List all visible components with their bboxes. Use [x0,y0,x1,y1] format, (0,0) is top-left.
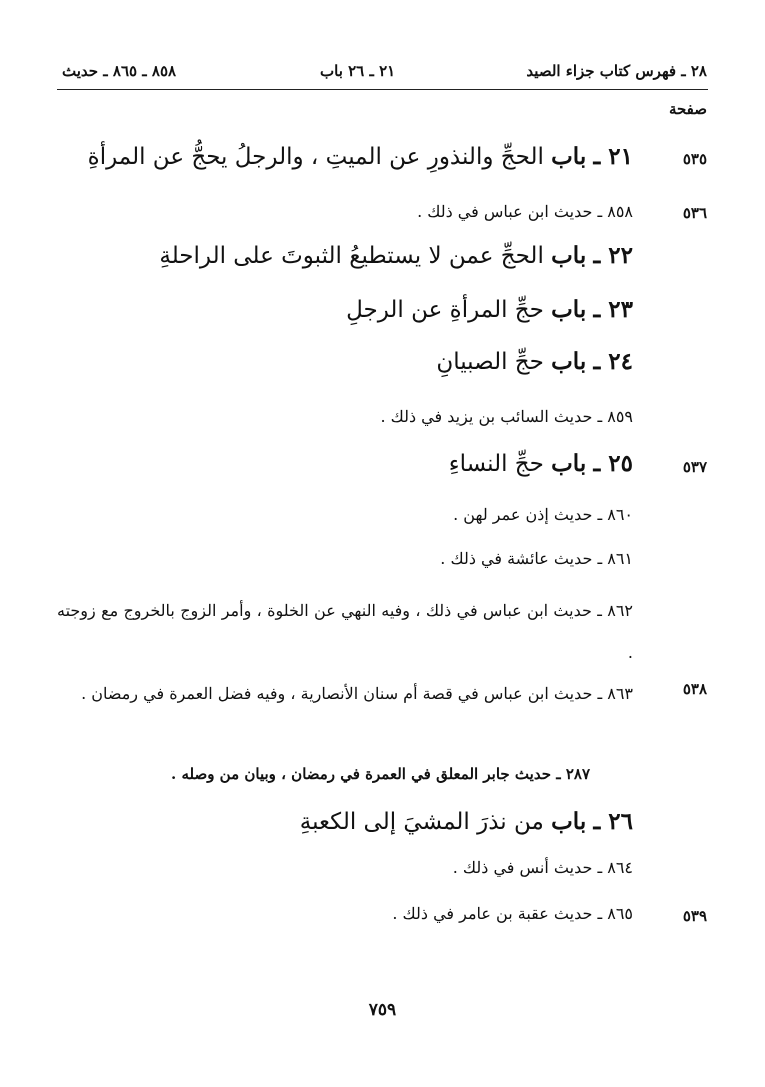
chapter-word: باب [551,450,587,477]
chapter-heading [346,296,633,323]
chapter-title: حجِّ الصبيانِ [436,349,544,375]
chapter-number: ٢٥ ـ [593,450,633,477]
header-divider [57,89,708,90]
chapter-title: حجِّ النساءِ [448,451,544,477]
hadith-entry: ٨٦٥ ـ حديث عقبة بن عامر في ذلك . [392,904,633,923]
chapter-word: باب [551,808,587,835]
hadith-entry: ٨٥٩ ـ حديث السائب بن يزيد في ذلك . [380,407,633,426]
page-number: ٥٣٧ [682,458,707,476]
page-number: ٥٣٨ [682,680,707,698]
hadith-entry: ٨٦٠ ـ حديث إذن عمر لهن . [453,505,633,524]
hadith-entry: ٨٦٤ ـ حديث أنس في ذلك . [452,858,633,877]
page-number: ٥٣٥ [682,150,707,168]
chapter-heading [449,450,633,477]
chapter-heading [300,808,633,835]
hadith-entry: ٨٥٨ ـ حديث ابن عباس في ذلك . [417,202,633,221]
chapter-word: باب [551,242,587,269]
chapter-title: الحجِّ عمن لا يستطيعُ الثبوتَ على الراحلةِ [159,243,544,269]
page-number: ٥٣٩ [682,907,707,925]
folio-number: ٧٥٩ [368,1000,397,1020]
chapter-title: حجِّ المرأةِ عن الرجلِ [346,297,544,323]
chapter-number: ٢٦ ـ [593,808,633,835]
hadith-entry: ٨٦١ ـ حديث عائشة في ذلك . [440,549,633,568]
chapter-number: ٢٢ ـ [593,242,633,269]
supplementary-hadith-entry: ٢٨٧ ـ حديث جابر المعلق في العمرة في رمضان ، وبيان من وصله . [171,765,590,783]
page-number: ٥٣٦ [682,204,707,222]
running-header-chapters: ٢١ ـ ٢٦ باب [320,62,396,80]
chapter-number: ٢٣ ـ [593,296,633,323]
chapter-number: ٢١ ـ [593,143,633,170]
chapter-word: باب [551,348,587,375]
chapter-number: ٢٤ ـ [593,348,633,375]
chapter-title: الحجِّ والنذورِ عن الميتِ ، والرجلُ يحجُّ عن المرأةِ [87,144,544,170]
chapter-heading [88,143,633,170]
chapter-heading [159,242,633,269]
chapter-word: باب [551,296,587,323]
running-header-hadith-range: ٨٥٨ ـ ٨٦٥ ـ حديث [62,62,177,80]
page-column-label: صفحة [668,100,707,118]
hadith-entry: ٨٦٢ ـ حديث ابن عباس في ذلك ، وفيه النهي عن الخلوة ، وأمر الزوج بالخروج مع زوجته . [57,601,633,662]
running-header-title: ٢٨ ـ فهرس كتاب جزاء الصيد [526,62,707,80]
chapter-heading [436,348,633,375]
hadith-entry: ٨٦٣ ـ حديث ابن عباس في قصة أم سنان الأنصارية ، وفيه فضل العمرة في رمضان . [81,684,633,703]
chapter-word: باب [551,143,587,170]
chapter-title: من نذرَ المشيَ إلى الكعبةِ [299,809,544,835]
